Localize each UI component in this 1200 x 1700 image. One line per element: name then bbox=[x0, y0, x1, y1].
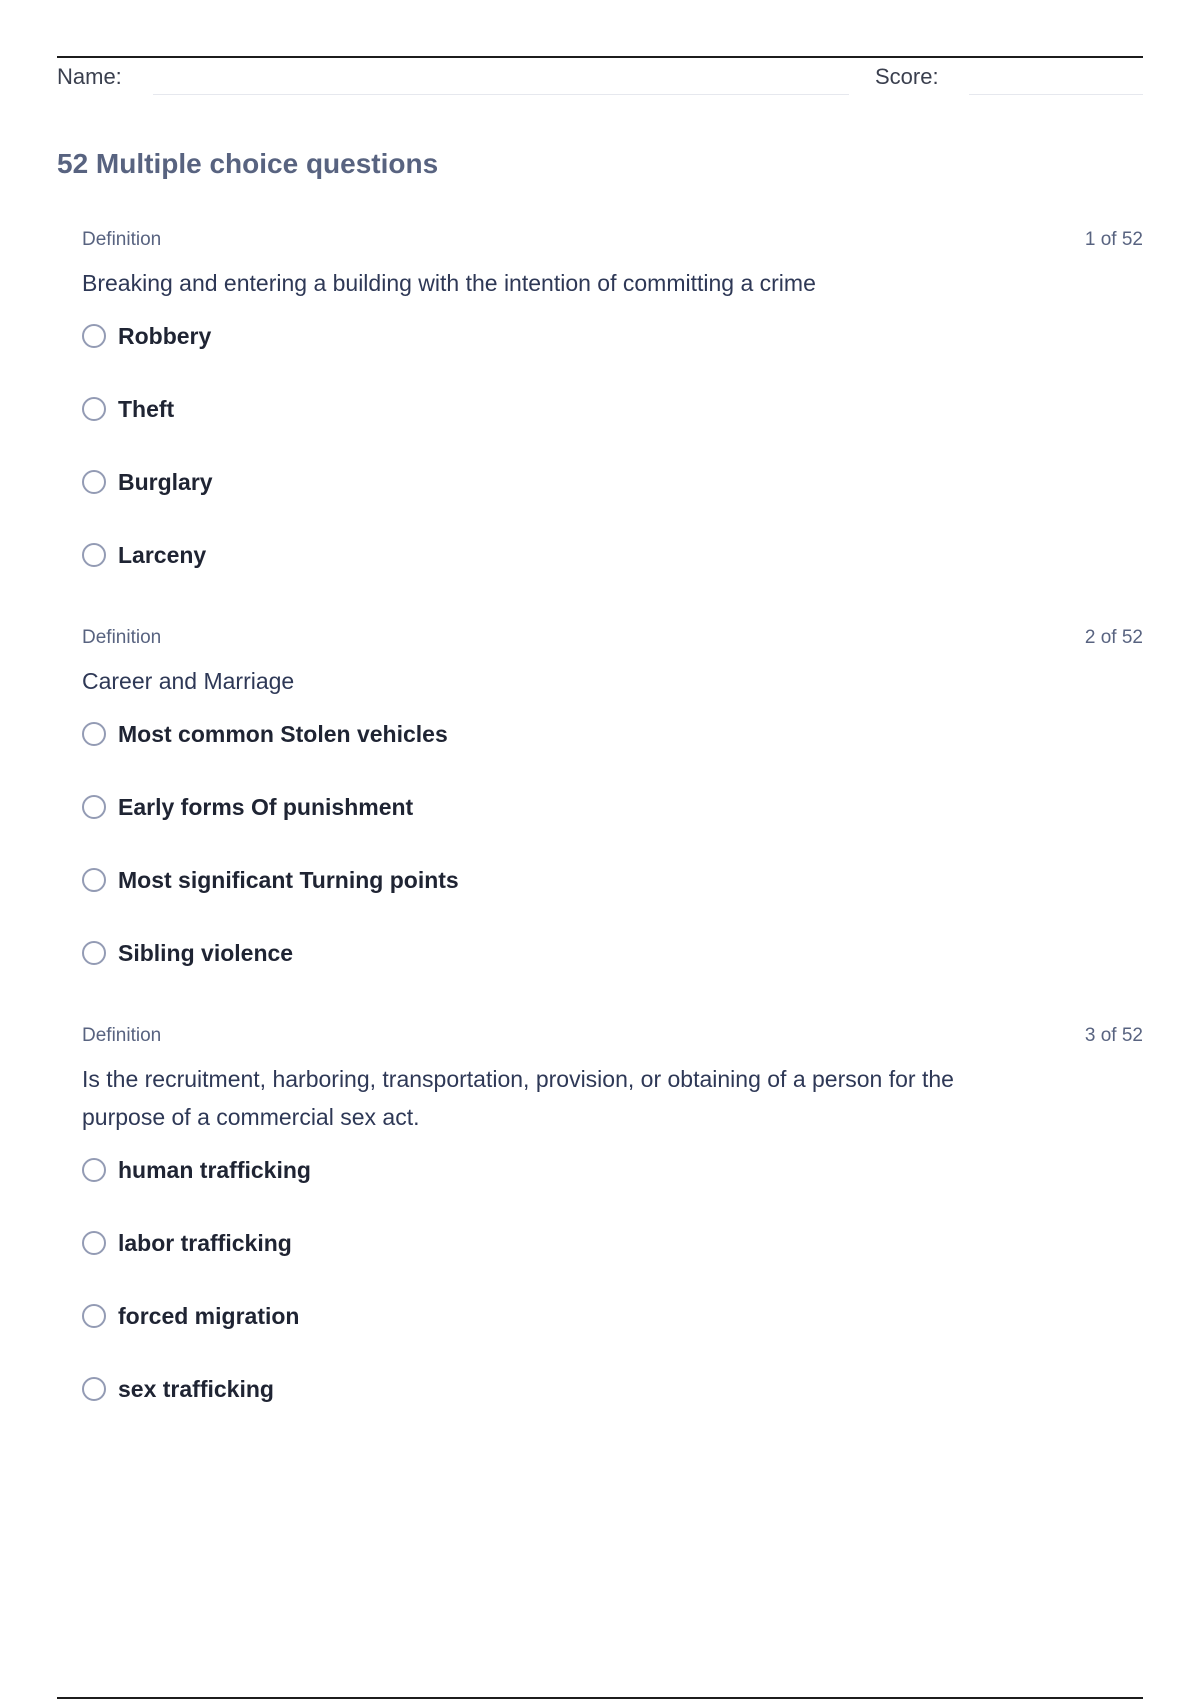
answer-option[interactable] bbox=[82, 862, 1143, 935]
question-counter: 3 of 52 bbox=[1084, 1025, 1143, 1046]
answer-option-label: Larceny bbox=[118, 542, 207, 568]
question-card bbox=[82, 624, 1143, 1008]
answer-option[interactable] bbox=[82, 318, 1143, 391]
answer-option[interactable] bbox=[82, 1298, 1143, 1371]
radio-button[interactable] bbox=[82, 1158, 106, 1182]
answer-options bbox=[82, 318, 1143, 610]
radio-button[interactable] bbox=[82, 868, 106, 892]
question-header bbox=[82, 226, 1143, 258]
question-prompt: Is the recruitment, harboring, transportation, provision, or obtaining of a person for the purpose of a commercial sex act. bbox=[82, 1066, 954, 1130]
answer-option-label: Most significant Turning points bbox=[118, 867, 459, 893]
answer-option[interactable] bbox=[82, 1371, 1143, 1444]
answer-option[interactable] bbox=[82, 1152, 1143, 1225]
answer-option-label: sex trafficking bbox=[118, 1376, 274, 1402]
answer-option-label: forced migration bbox=[118, 1303, 300, 1329]
answer-option[interactable] bbox=[82, 789, 1143, 862]
question-prompt: Career and Marriage bbox=[82, 668, 295, 694]
answer-option[interactable] bbox=[82, 716, 1143, 789]
question-card bbox=[82, 1022, 1143, 1444]
answer-option[interactable] bbox=[82, 391, 1143, 464]
answer-option[interactable] bbox=[82, 1225, 1143, 1298]
answer-option-label: Most common Stolen vehicles bbox=[118, 721, 448, 747]
question-list bbox=[82, 226, 1143, 1458]
radio-button[interactable] bbox=[82, 470, 106, 494]
score-label: Score: bbox=[875, 64, 939, 89]
radio-button[interactable] bbox=[82, 795, 106, 819]
answer-options bbox=[82, 1152, 1143, 1444]
score-field[interactable] bbox=[969, 94, 1143, 95]
question-type: Definition bbox=[82, 1025, 162, 1046]
question-header bbox=[82, 1022, 1143, 1054]
question-header bbox=[82, 624, 1143, 656]
bottom-divider bbox=[57, 1697, 1143, 1699]
radio-button[interactable] bbox=[82, 324, 106, 348]
question-counter: 1 of 52 bbox=[1084, 229, 1143, 250]
name-label: Name: bbox=[57, 64, 122, 89]
question-counter: 2 of 52 bbox=[1084, 627, 1143, 648]
answer-option[interactable] bbox=[82, 464, 1143, 537]
radio-button[interactable] bbox=[82, 1231, 106, 1255]
radio-button[interactable] bbox=[82, 1377, 106, 1401]
answer-option-label: Theft bbox=[118, 396, 175, 422]
answer-options bbox=[82, 716, 1143, 1008]
top-divider bbox=[57, 56, 1143, 58]
answer-option-label: labor trafficking bbox=[118, 1230, 292, 1256]
radio-button[interactable] bbox=[82, 543, 106, 567]
answer-option-label: Burglary bbox=[118, 469, 213, 495]
question-type: Definition bbox=[82, 627, 162, 648]
page-title: 52 Multiple choice questions bbox=[57, 148, 439, 179]
question-card bbox=[82, 226, 1143, 610]
question-prompt: Breaking and entering a building with the intention of committing a crime bbox=[82, 270, 816, 296]
answer-option-label: Sibling violence bbox=[118, 940, 294, 966]
answer-option-label: Robbery bbox=[118, 323, 212, 349]
answer-option-label: human trafficking bbox=[118, 1157, 311, 1183]
answer-option-label: Early forms Of punishment bbox=[118, 794, 414, 820]
answer-option[interactable] bbox=[82, 537, 1143, 610]
radio-button[interactable] bbox=[82, 1304, 106, 1328]
radio-button[interactable] bbox=[82, 941, 106, 965]
radio-button[interactable] bbox=[82, 722, 106, 746]
question-type: Definition bbox=[82, 229, 162, 250]
radio-button[interactable] bbox=[82, 397, 106, 421]
name-field[interactable] bbox=[153, 94, 849, 95]
worksheet-header bbox=[57, 60, 1143, 100]
answer-option[interactable] bbox=[82, 935, 1143, 1008]
